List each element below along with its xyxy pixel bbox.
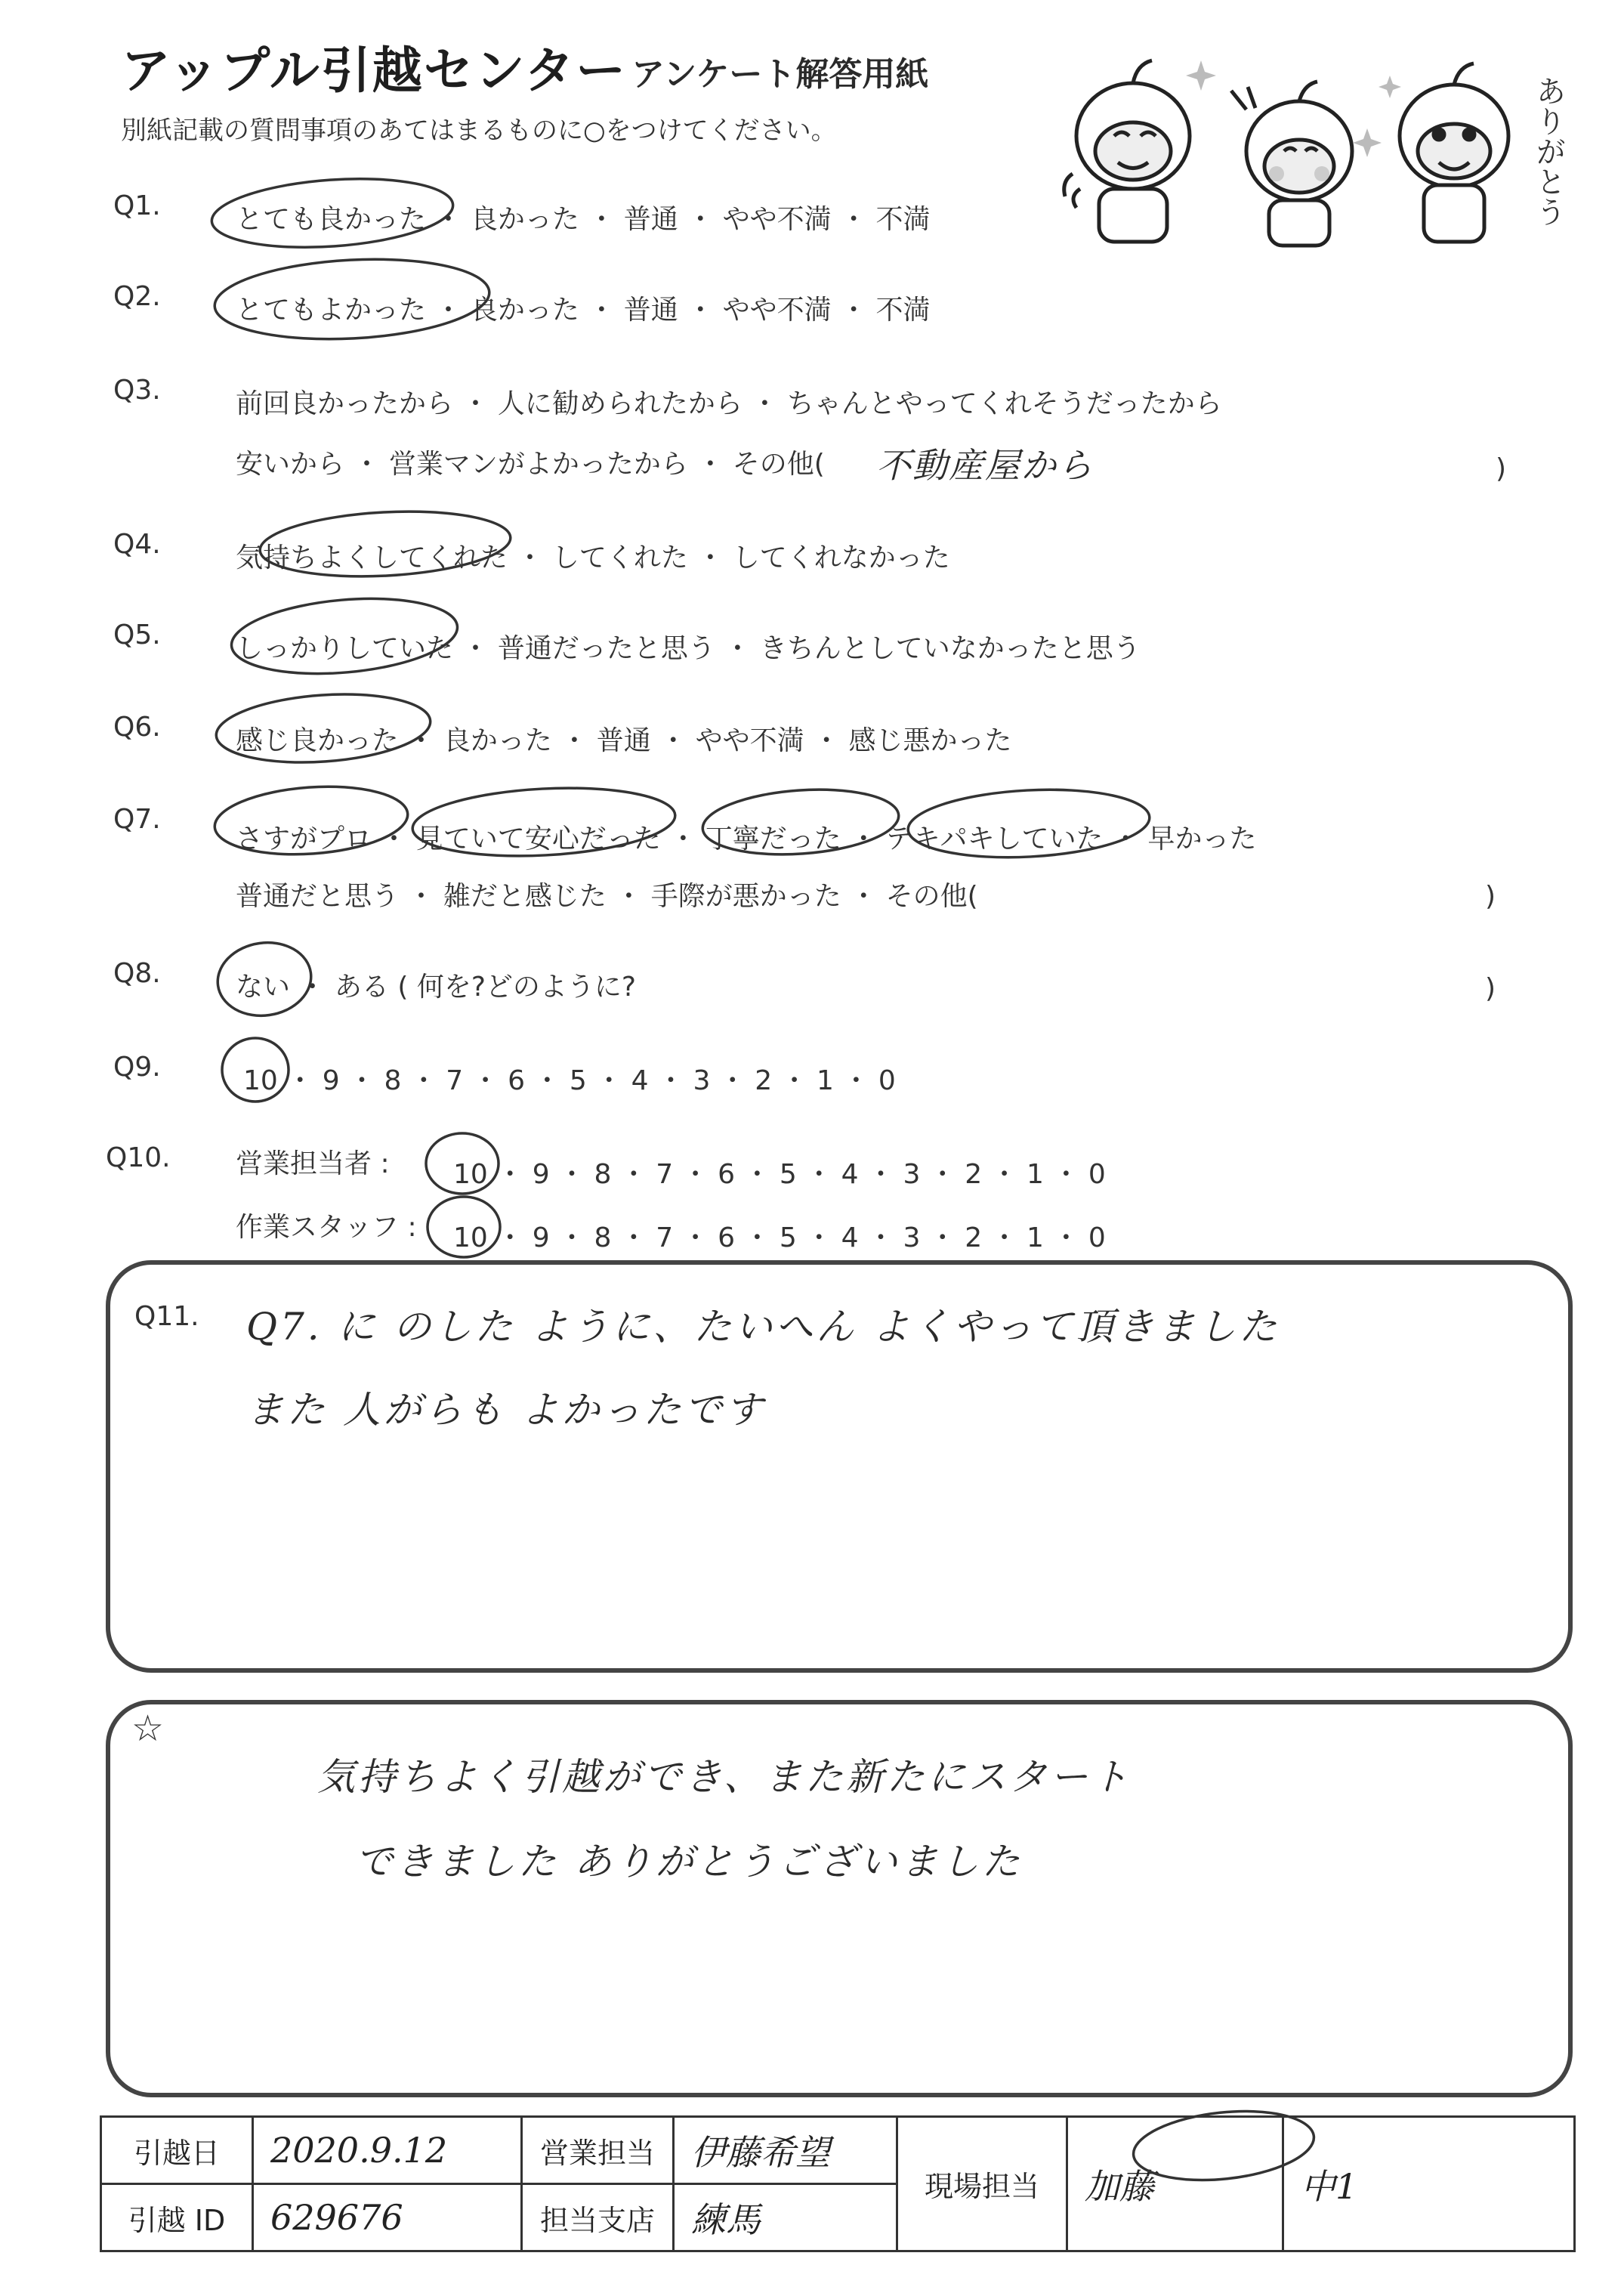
q8-options[interactable]: ない ・ ある ( 何を?どのように? xyxy=(236,972,637,1003)
q8-close-paren: ) xyxy=(1485,973,1496,1004)
q7-options-line2[interactable]: 普通だと思う ・ 雑だと感じた ・ 手際が悪かった ・ その他( xyxy=(236,881,978,912)
star-comment-line1: 気持ちよく引越ができ、また新たにスタート xyxy=(317,1755,1132,1799)
q1-label: Q1. xyxy=(113,190,161,221)
q7-options-line1[interactable]: さすがプロ ・ 見ていて安心だった ・ 丁寧だった ・ テキパキしていた ・ 早かった xyxy=(236,824,1257,854)
q6-label: Q6. xyxy=(113,712,161,743)
q10-staff-label: 作業スタッフ : xyxy=(236,1212,417,1243)
q10-label: Q10. xyxy=(106,1142,171,1173)
field-staff-label: 現場担当 xyxy=(897,2117,1067,2251)
move-date-value: 2020.9.12 xyxy=(253,2117,522,2184)
instruction-text: 別紙記載の質問事項のあてはまるものに○をつけてください。 xyxy=(121,116,837,146)
q9-label: Q9. xyxy=(113,1052,161,1083)
q3-label: Q3. xyxy=(113,375,161,406)
q10-sales-scale[interactable]: 10 ・ 9 ・ 8 ・ 7 ・ 6 ・ 5 ・ 4 ・ 3 ・ 2 ・ 1 ・ 0 xyxy=(453,1159,1106,1190)
q11-label: Q11. xyxy=(134,1301,199,1332)
company-title: アップル引越センター xyxy=(121,42,628,100)
field-staff-value: 加藤 xyxy=(1067,2117,1283,2251)
branch-value: 練馬 xyxy=(674,2184,897,2251)
q2-label: Q2. xyxy=(113,281,161,312)
q3-options-line1[interactable]: 前回良かったから ・ 人に勧められたから ・ ちゃんとやってくれそうだったから xyxy=(236,388,1222,419)
star-comment-line2: できました ありがとうございました xyxy=(355,1840,1023,1884)
q5-options[interactable]: しっかりしていた ・ 普通だったと思う ・ きちんとしていなかったと思う xyxy=(236,633,1141,664)
q11-comment-line2: また 人がらも よかったです xyxy=(246,1388,766,1432)
q8-label: Q8. xyxy=(113,958,161,989)
q4-label: Q4. xyxy=(113,529,161,560)
field-staff-value-2: 中1 xyxy=(1283,2117,1575,2251)
q7-close-paren: ) xyxy=(1485,881,1496,912)
q3-options-line2[interactable]: 安いから ・ 営業マンがよかったから ・ その他( xyxy=(236,449,825,480)
footer-table xyxy=(100,2115,1576,2252)
branch-label: 担当支店 xyxy=(522,2184,674,2251)
svg-text:ありがとう: ありがとう xyxy=(1531,76,1566,227)
q4-options[interactable]: 気持ちよくしてくれた ・ してくれた ・ してくれなかった xyxy=(236,542,950,573)
q3-close-paren: ) xyxy=(1496,453,1507,484)
form-subtitle: アンケート解答用紙 xyxy=(631,55,929,94)
q5-label: Q5. xyxy=(113,620,161,651)
move-date-label: 引越日 xyxy=(101,2117,253,2184)
q1-options[interactable]: とても良かった ・ 良かった ・ 普通 ・ やや不満 ・ 不満 xyxy=(236,204,931,235)
q10-staff-scale[interactable]: 10 ・ 9 ・ 8 ・ 7 ・ 6 ・ 5 ・ 4 ・ 3 ・ 2 ・ 1 ・ 0 xyxy=(453,1222,1106,1253)
sales-rep-value: 伊藤希望 xyxy=(674,2117,897,2184)
q7-label: Q7. xyxy=(113,804,161,835)
monkey-mascots-icon xyxy=(1050,45,1579,264)
move-id-value: 629676 xyxy=(253,2184,522,2251)
q2-options[interactable]: とてもよかった ・ 良かった ・ 普通 ・ やや不満 ・ 不満 xyxy=(236,295,931,326)
move-id-label: 引越 ID xyxy=(101,2184,253,2251)
q10-sales-label: 営業担当者 : xyxy=(236,1148,390,1179)
q9-scale[interactable]: 10 ・ 9 ・ 8 ・ 7 ・ 6 ・ 5 ・ 4 ・ 3 ・ 2 ・ 1 ・ 0 xyxy=(243,1065,896,1096)
q6-options[interactable]: 感じ良かった ・ 良かった ・ 普通 ・ やや不満 ・ 感じ悪かった xyxy=(236,725,1012,756)
star-icon: ☆ xyxy=(131,1707,165,1750)
sales-rep-label: 営業担当 xyxy=(522,2117,674,2184)
q11-comment-line1: Q7. に のした ように、たいへん よくやって頂きました xyxy=(246,1305,1280,1349)
q3-other-answer: 不動産屋から xyxy=(876,445,1094,486)
